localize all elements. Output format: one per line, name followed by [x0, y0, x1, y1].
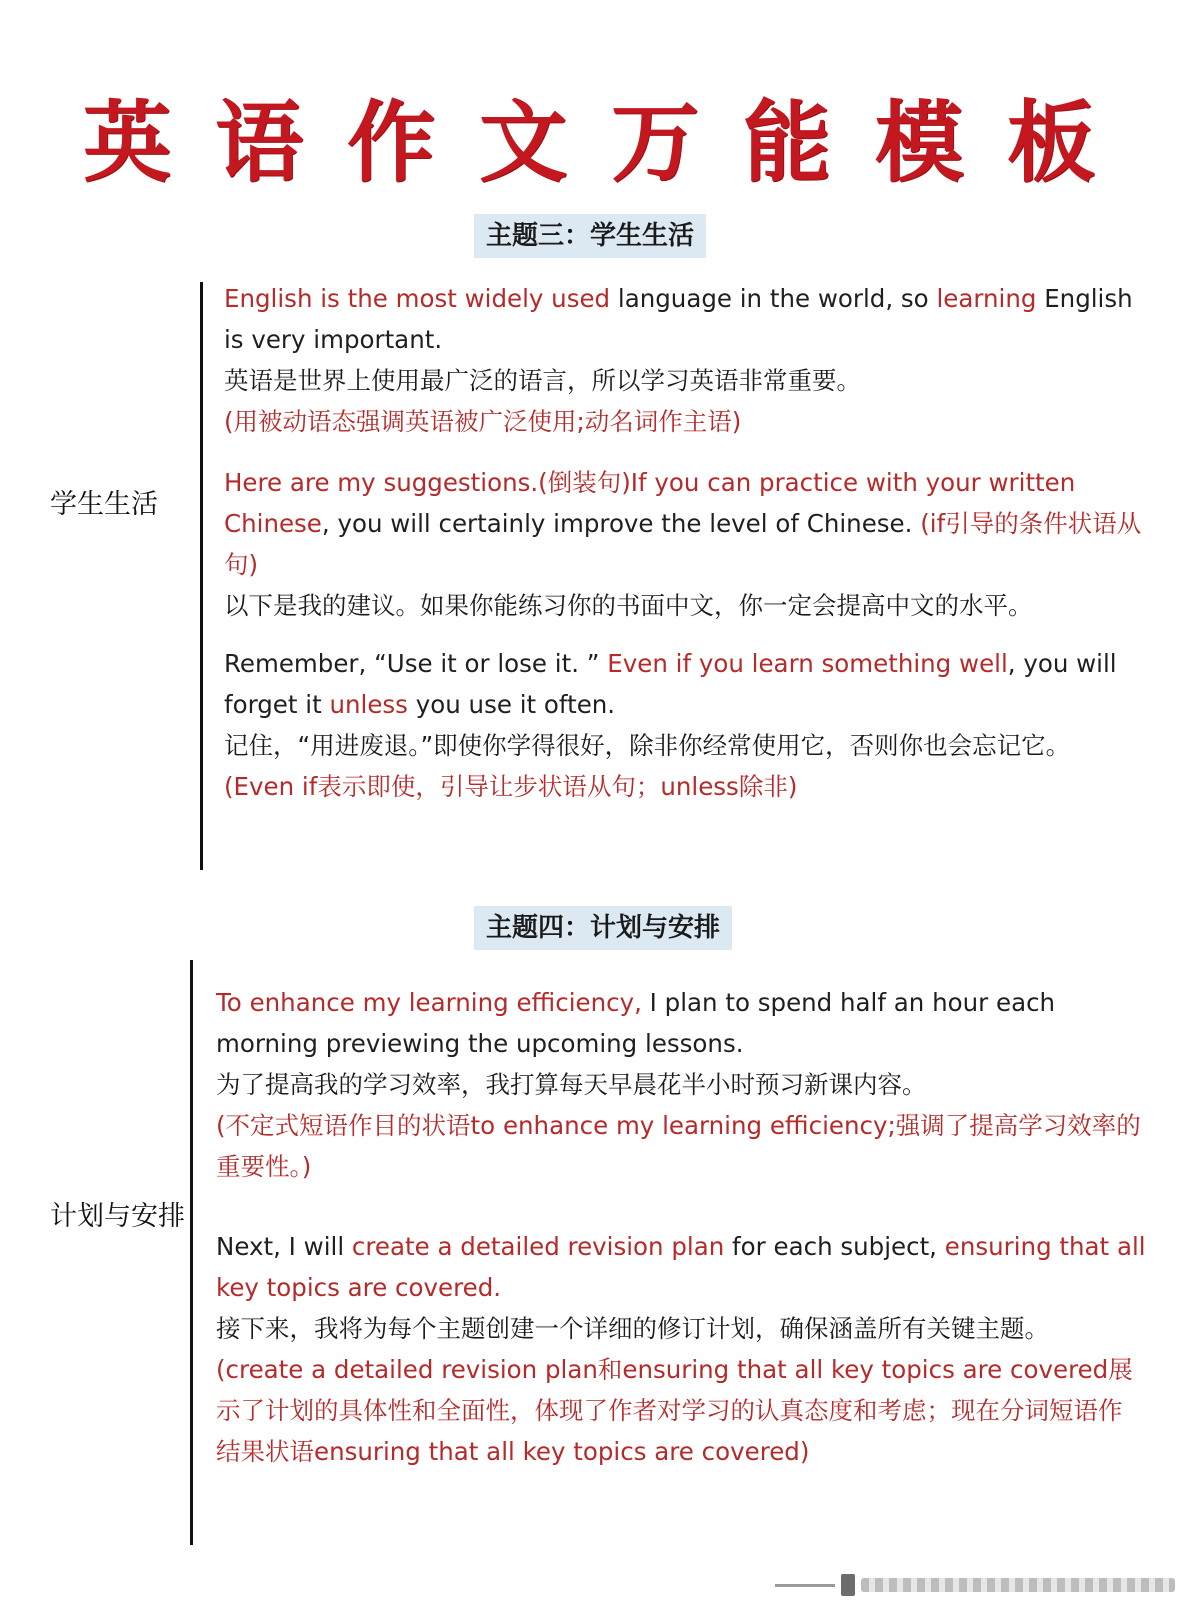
watermark-text-blur: [861, 1578, 1175, 1592]
chinese-translation: 为了提高我的学习效率，我打算每天早晨花半小时预习新课内容。: [216, 1070, 927, 1099]
body-text: English is very important.: [224, 284, 1133, 354]
highlight-text: create a detailed revision plan: [351, 1232, 725, 1261]
highlight-text: Here are my suggestions.(倒装句)If you can practice with your written Chinese: [224, 468, 1076, 538]
body-text: Remember, “Use it or lose it. ”: [224, 649, 608, 678]
highlight-text: ensuring that all key topics are covered.: [216, 1232, 1146, 1302]
topic3-paragraph-1: [224, 278, 1134, 442]
body-text: language in the world, so: [610, 284, 937, 313]
watermark-block: [841, 1574, 855, 1596]
body-text: for each subject,: [724, 1232, 945, 1261]
topic3-paragraph-2: [224, 462, 1144, 626]
highlight-text: Even if you learn something well: [607, 649, 1008, 678]
body-text: I plan to spend half an hour each morning previewing the upcoming lessons.: [216, 988, 1056, 1058]
chinese-translation: 接下来，我将为每个主题创建一个详细的修订计划，确保涵盖所有关键主题。: [216, 1314, 1049, 1343]
topic4-heading: 主题四：计划与安排: [474, 906, 732, 950]
body-text: , you will forget it: [224, 649, 1117, 719]
topic4-paragraph-2: [216, 1226, 1146, 1472]
highlight-text: unless: [329, 690, 408, 719]
body-text: you use it often.: [407, 690, 616, 719]
page-title: 英语作文万能模板: [82, 91, 1139, 194]
topic4-side-label-text: 计划与安排: [50, 1201, 185, 1232]
topic3-side-label: 学生生活: [50, 489, 158, 520]
topic3-heading: 主题三：学生生活: [474, 214, 706, 258]
chinese-translation: 以下是我的建议。如果你能练习你的书面中文，你一定会提高中文的水平。: [224, 591, 1033, 620]
grammar-note: (create a detailed revision plan和ensuring that all key topics are covered展示了计划的具体性和全面性，体现了作者对学习的认真态度和考虑；现在分词短语作结果状语ensuring that all key topics are covered): [216, 1355, 1133, 1466]
body-text: , you will certainly improve the level of Chinese.: [321, 509, 921, 538]
chinese-translation: 记住，“用进废退。”即使你学得很好，除非你经常使用它，否则你也会忘记它。: [224, 731, 1071, 760]
grammar-note: (不定式短语作目的状语to enhance my learning efficiency;强调了提高学习效率的重要性。): [216, 1111, 1141, 1181]
grammar-note: (if引导的条件状语从句): [224, 509, 1142, 579]
chinese-translation: 英语是世界上使用最广泛的语言，所以学习英语非常重要。: [224, 366, 861, 395]
topic4-paragraph-1: [216, 982, 1146, 1187]
highlight-text: English is the most widely used: [224, 284, 611, 313]
highlight-text: learning: [936, 284, 1037, 313]
topic3-paragraph-3: [224, 643, 1134, 807]
grammar-note: (用被动语态强调英语被广泛使用;动名词作主语): [224, 407, 742, 436]
watermark-bar: [775, 1584, 835, 1587]
watermark: [775, 1572, 1175, 1598]
body-text: Next, I will: [216, 1232, 352, 1261]
grammar-note: (Even if表示即使，引导让步状语从句；unless除非): [224, 772, 798, 801]
topic3-divider: [200, 282, 203, 870]
topic4-side-label: [50, 1194, 190, 1233]
topic4-divider: [190, 960, 193, 1545]
highlight-text: To enhance my learning efficiency,: [216, 988, 642, 1017]
